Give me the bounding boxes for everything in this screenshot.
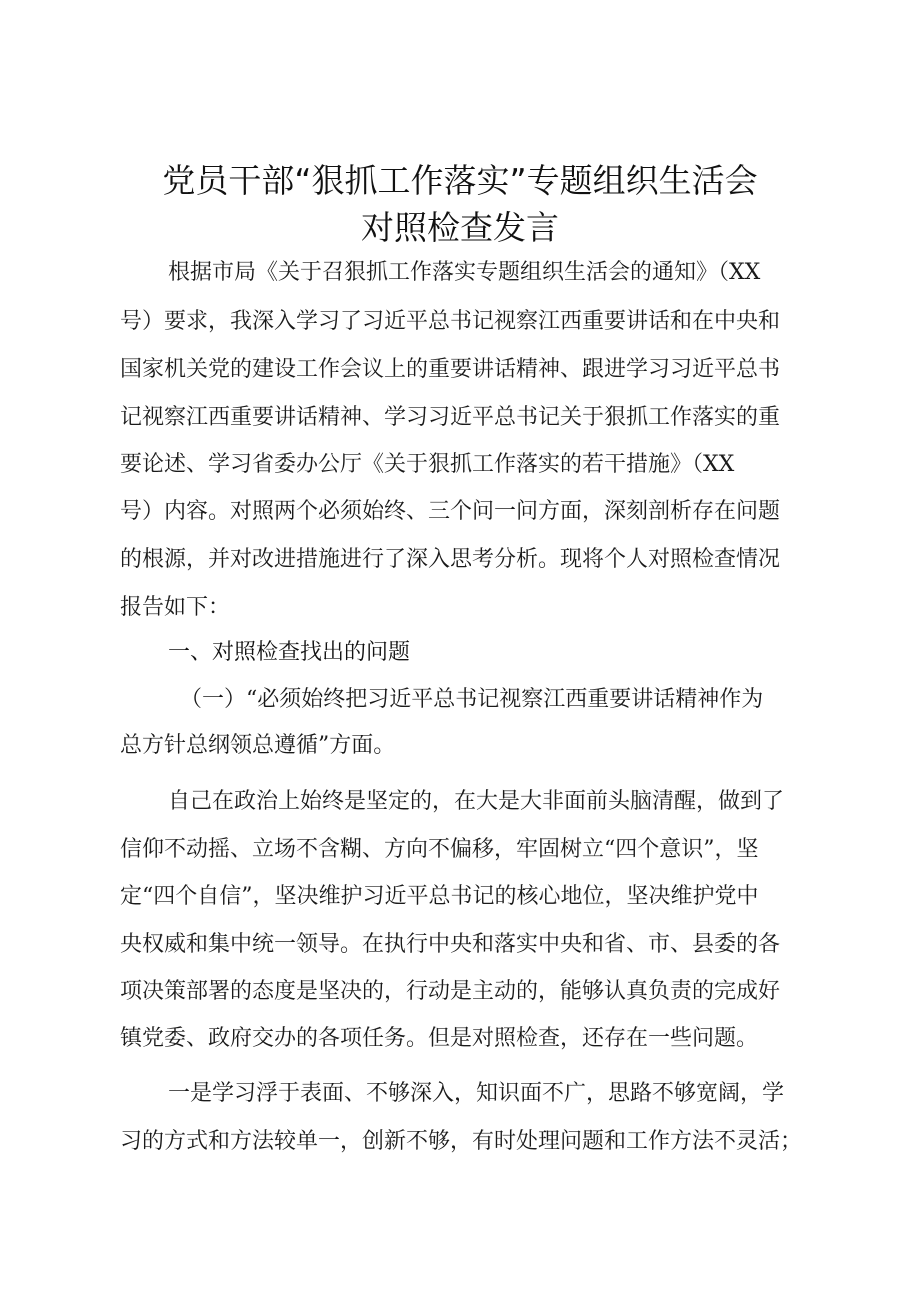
document-title-line-1: 党员干部“狠抓工作落实”专题组织生活会 — [162, 161, 758, 200]
body-line: 信仰不动摇、立场不含糊、方向不偏移，牢固树立“四个意识”，坚 — [120, 837, 759, 862]
body-line: 项决策部署的态度是坚决的，行动是主动的，能够认真负责的完成好 — [120, 979, 781, 1004]
body-line: 一是学习浮于表面、不够深入，知识面不广，思路不够宽阔，学 — [168, 1081, 785, 1106]
section-heading: 一、对照检查找出的问题 — [168, 640, 411, 665]
intro-line: 国家机关党的建设工作会议上的重要讲话精神、跟进学习习近平总书 — [120, 357, 781, 382]
intro-line: 号）内容。对照两个必须始终、三个问一问方面，深刻剖析存在问题 — [120, 499, 781, 524]
intro-line: 的根源，并对改进措施进行了深入思考分析。现将个人对照检查情况 — [120, 547, 781, 572]
document-title-line-2: 对照检查发言 — [361, 208, 559, 247]
body-line: 自己在政治上始终是坚定的，在大是大非面前头脑清醒，做到了 — [168, 789, 785, 814]
intro-line: 报告如下： — [120, 595, 231, 620]
body-line: 定“四个自信”，坚决维护习近平总书记的核心地位，坚决维护党中 — [120, 884, 759, 909]
subsection-line: 总方针总纲领总遵循”方面。 — [120, 733, 396, 758]
intro-line: 记视察江西重要讲话精神、学习习近平总书记关于狠抓工作落实的重 — [120, 405, 781, 430]
intro-line: 根据市局《关于召狠抓工作落实专题组织生活会的通知》（XX — [168, 260, 761, 285]
subsection-line: （一）“必须始终把习近平总书记视察江西重要讲话精神作为 — [180, 687, 764, 712]
body-line: 镇党委、政府交办的各项任务。但是对照检查，还存在一些问题。 — [120, 1026, 759, 1051]
intro-line: 号）要求，我深入学习了习近平总书记视察江西重要讲话和在中央和 — [120, 309, 781, 334]
body-line: 习的方式和方法较单一，创新不够，有时处理问题和工作方法不灵活； — [120, 1129, 803, 1154]
intro-line: 要论述、学习省委办公厅《关于狠抓工作落实的若干措施》（XX — [120, 452, 735, 477]
body-line: 央权威和集中统一领导。在执行中央和落实中央和省、市、县委的各 — [120, 932, 781, 957]
